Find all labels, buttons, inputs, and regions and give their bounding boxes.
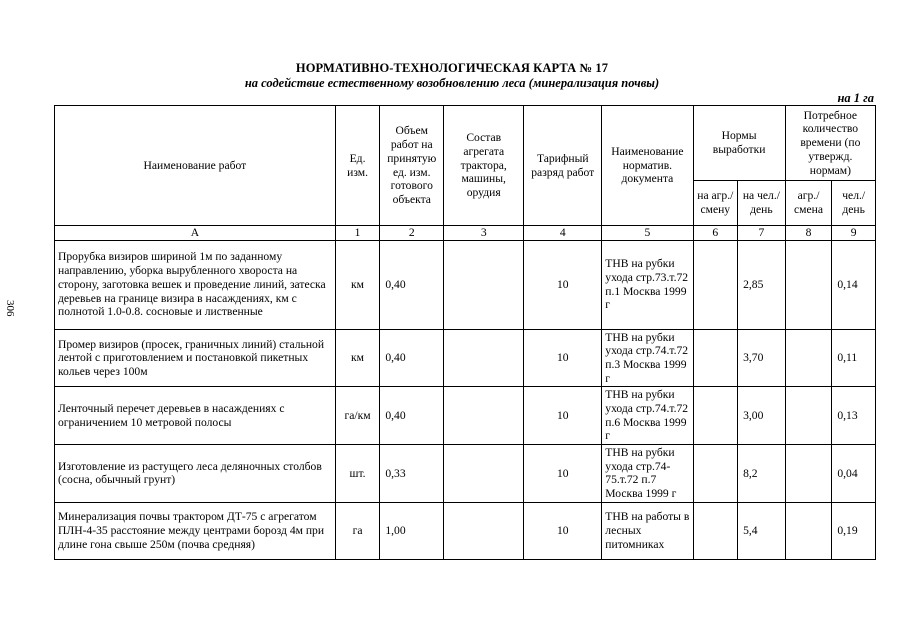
cell-unit: км [335,329,380,387]
cell-work-name: Промер визиров (просек, граничных линий) стальной лентой с приготовлением и постановкой пикетных кольев через 100м [55,329,336,387]
cell-volume: 0,33 [380,445,444,503]
cell-document: ТНВ на рубки ухода стр.73.т.72 п.1 Москва 1999 г [602,240,693,329]
cell-unit: шт. [335,445,380,503]
cell-time-person: 0,11 [832,329,876,387]
cell-volume: 0,40 [380,387,444,445]
header-grade: Тарифный разряд работ [524,106,602,226]
index-cell: 5 [602,226,693,241]
cell-work-name: Ленточный перечет деревьев в насаждениях с ограничением 10 метровой полосы [55,387,336,445]
cell-time-person: 0,19 [832,502,876,559]
cell-document: ТНВ на работы в лесных питомниках [602,502,693,559]
cell-grade: 10 [524,387,602,445]
cell-norm-aggr [693,240,738,329]
per-unit-label: на 1 га [837,91,874,105]
cell-norm-aggr [693,445,738,503]
cell-work-name: Прорубка визиров шириной 1м по заданному направлению, уборка вырубленного хвороста на сторону, заготовка вешек и проведение линий, затеска деревьев на границе визира в насаждениях, км с полнотой 1.0-0.8. сосновые и лиственные [55,240,336,329]
cell-unit: га/км [335,387,380,445]
cell-time-aggr [785,240,832,329]
index-cell: 3 [444,226,524,241]
table-row [55,502,876,559]
cell-norm-aggr [693,329,738,387]
cell-norm-aggr [693,387,738,445]
cell-time-aggr [785,387,832,445]
header-document: Наименование норматив. документа [602,106,693,226]
cell-composition [444,240,524,329]
index-cell: 8 [785,226,832,241]
table-row [55,240,876,329]
header-norm-person: на чел./ день [738,181,786,226]
page-number: 306 [4,300,16,317]
header-name: Наименование работ [55,106,336,226]
cell-volume: 0,40 [380,240,444,329]
header-time-aggr: агр./ смена [785,181,832,226]
index-cell: 7 [738,226,786,241]
norms-table [54,105,876,560]
cell-volume: 0,40 [380,329,444,387]
cell-norm-person: 3,00 [738,387,786,445]
document-subtitle: на содействие естественному возобновлению леса (минерализация почвы) [244,76,660,90]
column-index-row [55,226,876,241]
cell-norm-aggr [693,502,738,559]
cell-norm-person: 5,4 [738,502,786,559]
document-title: НОРМАТИВНО-ТЕХНОЛОГИЧЕСКАЯ КАРТА № 17 [295,61,609,75]
cell-time-person: 0,13 [832,387,876,445]
header-time-person: чел./ день [832,181,876,226]
cell-work-name: Изготовление из растущего леса деляночных столбов (сосна, обычный грунт) [55,445,336,503]
index-cell: 9 [832,226,876,241]
index-cell: 1 [335,226,380,241]
cell-unit: га [335,502,380,559]
header-volume: Объем работ на принятую ед. изм. готового объекта [380,106,444,226]
cell-norm-person: 8,2 [738,445,786,503]
index-cell: 2 [380,226,444,241]
cell-document: ТНВ на рубки ухода стр.74.т.72 п.3 Москва 1999 г [602,329,693,387]
header-norms: Нормы выработки [693,106,785,181]
cell-work-name: Минерализация почвы трактором ДТ-75 с агрегатом ПЛН-4-35 расстояние между центрами борозд 4м при длине гона свыше 250м (почва средняя) [55,502,336,559]
header-composition: Состав агрегата трактора, машины, орудия [444,106,524,226]
cell-composition [444,387,524,445]
cell-document: ТНВ на рубки ухода стр.74.т.72 п.6 Москва 1999 г [602,387,693,445]
table-row [55,387,876,445]
cell-time-aggr [785,502,832,559]
index-cell: А [55,226,336,241]
cell-norm-person: 3,70 [738,329,786,387]
cell-time-aggr [785,445,832,503]
cell-grade: 10 [524,445,602,503]
cell-document: ТНВ на рубки ухода стр.74-75.т.72 п.7 Москва 1999 г [602,445,693,503]
header-unit: Ед. изм. [335,106,380,226]
header-norm-aggr: на агр./ смену [693,181,738,226]
cell-volume: 1,00 [380,502,444,559]
cell-composition [444,445,524,503]
table-row [55,329,876,387]
index-cell: 4 [524,226,602,241]
cell-time-person: 0,04 [832,445,876,503]
cell-grade: 10 [524,329,602,387]
cell-unit: км [335,240,380,329]
header-time: Потребное количество времени (по утвержд. нормам) [785,106,875,181]
cell-grade: 10 [524,502,602,559]
cell-composition [444,502,524,559]
cell-time-aggr [785,329,832,387]
table-row [55,445,876,503]
cell-time-person: 0,14 [832,240,876,329]
cell-composition [444,329,524,387]
index-cell: 6 [693,226,738,241]
cell-norm-person: 2,85 [738,240,786,329]
cell-grade: 10 [524,240,602,329]
